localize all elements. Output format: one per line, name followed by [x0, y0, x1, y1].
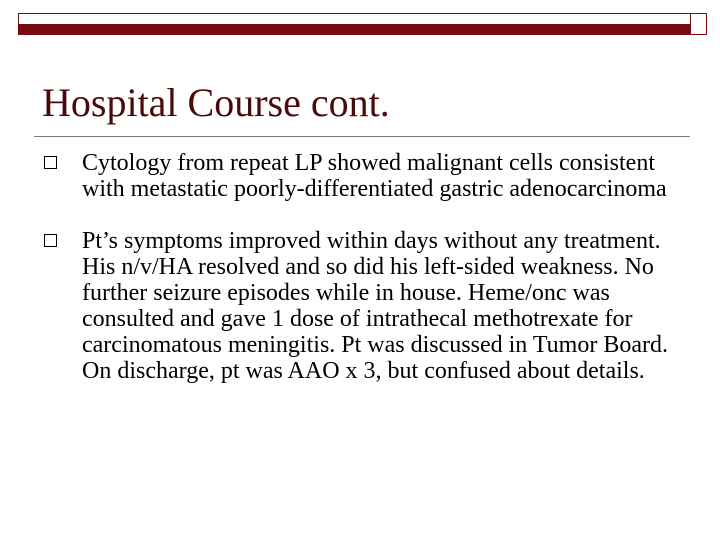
slide-title: Hospital Course cont. [42, 80, 390, 125]
hollow-square-bullet-icon [44, 156, 57, 169]
header-decoration-outline [18, 13, 690, 24]
header-decoration-corner-box [690, 13, 707, 35]
bullet-item-symptoms [36, 228, 686, 384]
bullet-list [36, 150, 686, 410]
bullet-item-cytology [36, 150, 686, 202]
header-decoration-bar [18, 24, 707, 35]
bullet-text: Cytology from repeat LP showed malignant cells consistent with metastatic poorly-differentiated gastric adenocarcinoma [82, 150, 667, 202]
hollow-square-bullet-icon [44, 234, 57, 247]
bullet-text: Pt’s symptoms improved within days without any treatment. His n/v/HA resolved and so did his left-sided weakness. No further seizure episodes while in house. Heme/onc was consulted and gave 1 dose of intrathecal methotrexate for carcinomatous meningitis. Pt was discussed in Tumor Board. On discharge, pt was AAO x 3, but confused about details. [82, 228, 668, 384]
title-divider [34, 136, 690, 137]
